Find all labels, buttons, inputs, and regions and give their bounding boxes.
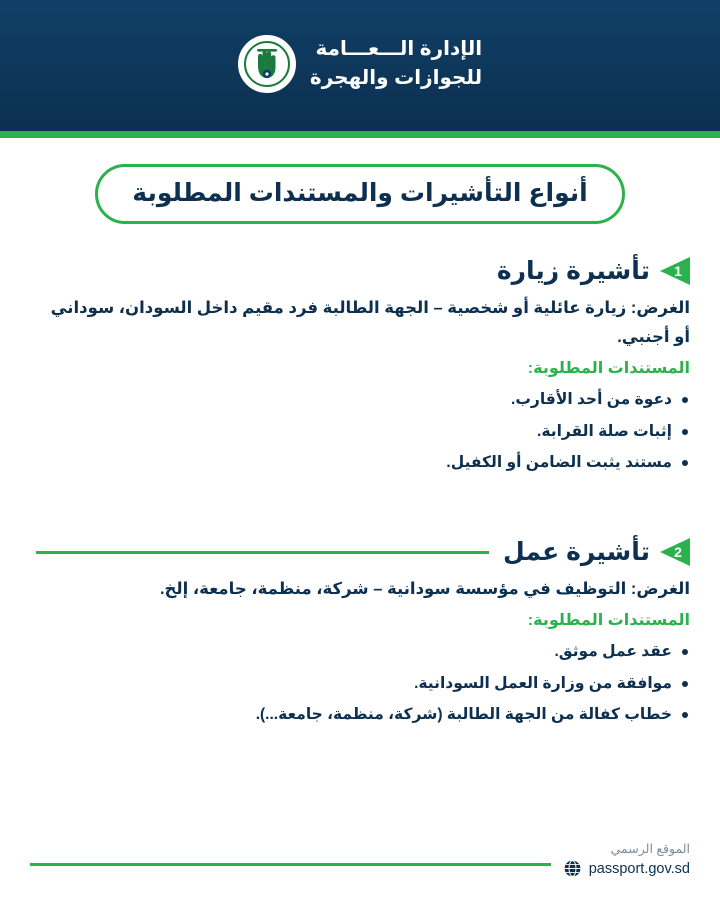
list-item: موافقة من وزارة العمل السودانية. bbox=[30, 668, 690, 700]
list-item: دعوة من أحد الأقارب. bbox=[30, 384, 690, 416]
organization-title-line2: للجوازات والهجرة bbox=[309, 66, 483, 89]
list-item: عقد عمل موثق. bbox=[30, 636, 690, 668]
website-url[interactable]: passport.gov.sd bbox=[588, 860, 690, 877]
content-area bbox=[0, 224, 720, 841]
page-footer bbox=[0, 841, 720, 900]
visa-section-work bbox=[30, 537, 690, 731]
header-accent-bar bbox=[0, 131, 720, 138]
organization-title-line1: الإدارة الـــعـــامة bbox=[315, 37, 483, 60]
section-number-badge bbox=[660, 538, 690, 566]
required-documents-list bbox=[30, 384, 690, 479]
page-title: أنواع التأشيرات والمستندات المطلوبة bbox=[132, 179, 588, 207]
website-url-row[interactable] bbox=[563, 859, 690, 878]
required-documents-list bbox=[30, 636, 690, 731]
section-number: 2 bbox=[674, 544, 682, 561]
section-number: 1 bbox=[674, 263, 682, 279]
organization-title bbox=[310, 35, 482, 93]
official-website-label: الموقع الرسمي bbox=[610, 842, 690, 856]
page-title-pill bbox=[95, 164, 624, 224]
section-title: تأشيرة زيارة bbox=[496, 257, 650, 285]
section-purpose: الغرض: التوظيف في مؤسسة سودانية – شركة، منظمة، جامعة، إلخ. bbox=[159, 580, 690, 599]
section-number-badge bbox=[660, 257, 690, 285]
footer-divider-rule bbox=[30, 863, 551, 866]
official-website-block bbox=[563, 841, 690, 878]
required-documents-label: المستندات المطلوبة: bbox=[527, 359, 690, 377]
list-item: إثبات صلة القرابة. bbox=[30, 416, 690, 448]
required-documents-label: المستندات المطلوبة: bbox=[527, 611, 690, 629]
section-purpose: الغرض: زيارة عائلية أو شخصية – الجهة الطالبة فرد مقيم داخل السودان، سوداني أو أجنبي. bbox=[50, 299, 690, 346]
footer-row bbox=[30, 841, 690, 878]
list-item: خطاب كفالة من الجهة الطالبة (شركة، منظمة، جامعة...). bbox=[30, 699, 690, 731]
visa-section-visit bbox=[30, 256, 690, 479]
page-title-area bbox=[0, 138, 720, 224]
section-header bbox=[30, 256, 690, 286]
passport-authority-emblem-icon bbox=[238, 35, 296, 93]
globe-icon bbox=[563, 859, 582, 878]
section-divider-rule bbox=[36, 551, 489, 554]
section-header bbox=[30, 537, 690, 567]
section-title: تأشيرة عمل bbox=[503, 538, 650, 567]
header-brand bbox=[238, 35, 482, 93]
page-header bbox=[0, 0, 720, 131]
list-item: مستند يثبت الضامن أو الكفيل. bbox=[30, 447, 690, 479]
